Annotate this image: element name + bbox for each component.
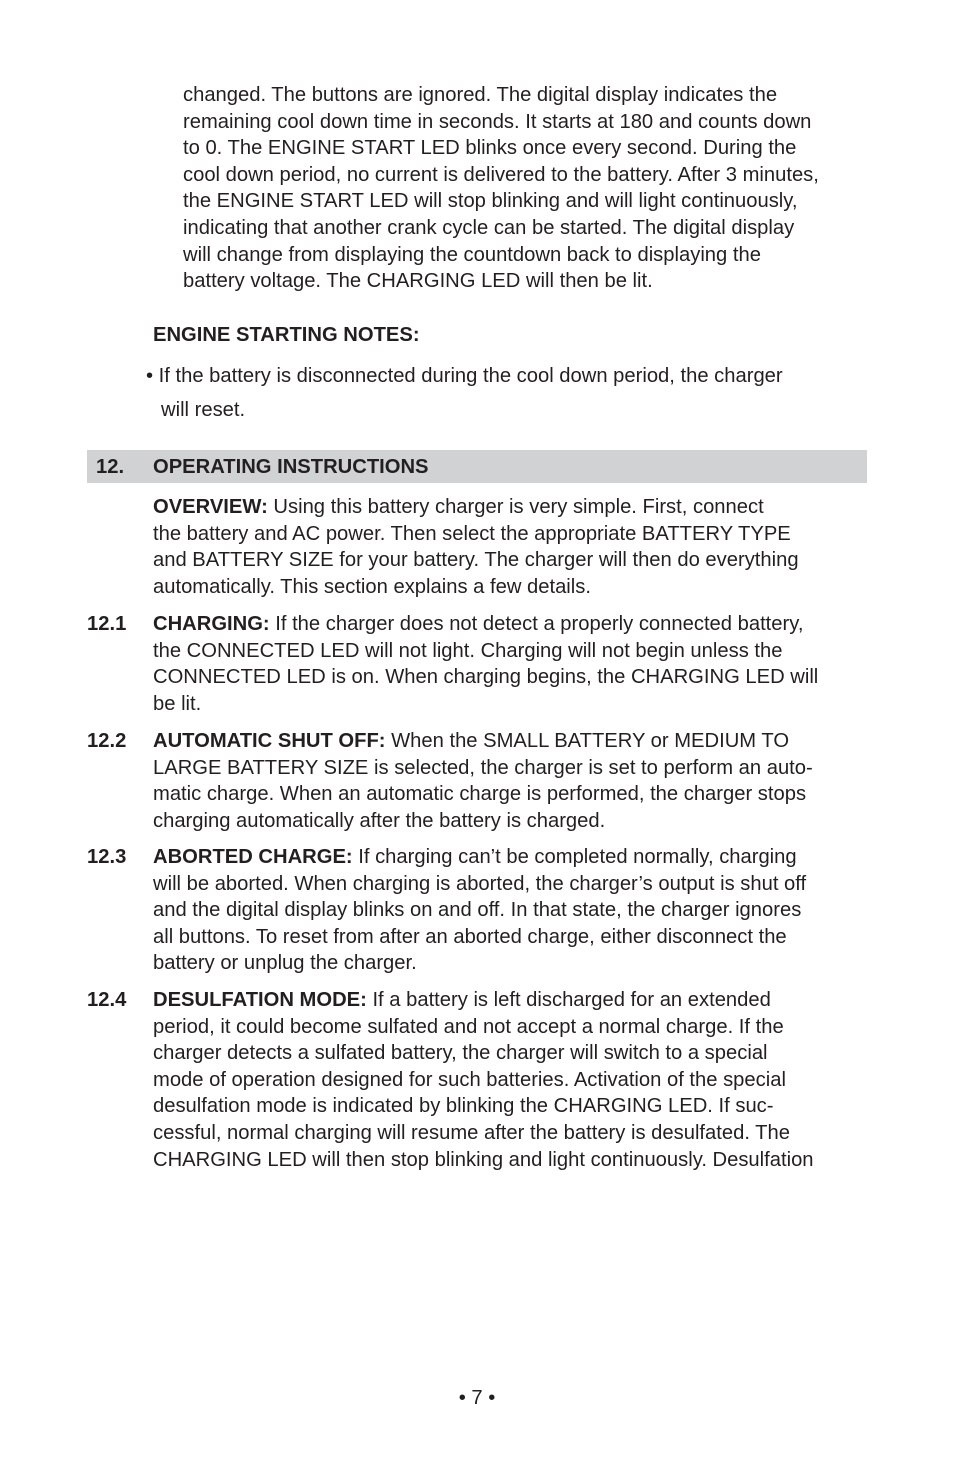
item-line-text: If a battery is left discharged for an extended xyxy=(366,989,771,1011)
item-lead: DESULFATION MODE: xyxy=(153,989,367,1011)
paragraph-line: the CONNECTED LED will not light. Charging will not begin unless the xyxy=(153,639,783,662)
item-line-text: When the SMALL BATTERY or MEDIUM TO xyxy=(385,730,790,752)
item-number: 12.4 xyxy=(87,989,127,1011)
item-number: 12.2 xyxy=(87,730,127,752)
paragraph-line xyxy=(153,494,873,521)
section-title: OPERATING INSTRUCTIONS xyxy=(153,456,429,478)
paragraph-line xyxy=(153,728,873,755)
item-line-text: If charging can’t be completed normally, charging xyxy=(352,846,797,868)
overview-paragraph xyxy=(153,494,873,600)
paragraph-line: the battery and AC power. Then select the appropriate BATTERY TYPE xyxy=(153,522,791,545)
overview-line-text: Using this battery charger is very simple. First, connect xyxy=(267,496,764,518)
paragraph-line: all buttons. To reset from after an aborted charge, either disconnect the xyxy=(153,925,787,948)
paragraph-line: period, it could become sulfated and not accept a normal charge. If the xyxy=(153,1015,784,1038)
page-number: • 7 • xyxy=(458,1387,496,1409)
bullet-line: will reset. xyxy=(161,399,246,421)
paragraph-line: and the digital display blinks on and off. In that state, the charger ignores xyxy=(153,899,802,922)
charging-paragraph xyxy=(153,611,873,717)
paragraph-line: indicating that another crank cycle can be started. The digital display xyxy=(183,216,795,239)
engine-starting-notes-heading: ENGINE STARTING NOTES: xyxy=(153,324,420,346)
paragraph-line: will be aborted. When charging is aborted, the charger’s output is shut off xyxy=(153,872,807,895)
paragraph-line: to 0. The ENGINE START LED blinks once every second. During the xyxy=(183,137,797,160)
paragraph-line: mode of operation designed for such batteries. Activation of the special xyxy=(153,1068,786,1091)
paragraph-line: cool down period, no current is delivered to the battery. After 3 minutes, xyxy=(183,163,819,186)
section-header-bar xyxy=(87,450,867,483)
paragraph-line: changed. The buttons are ignored. The digital display indicates the xyxy=(183,84,778,106)
item-lead: ABORTED CHARGE: xyxy=(153,846,353,868)
paragraph-line: matic charge. When an automatic charge is performed, the charger stops xyxy=(153,783,807,806)
paragraph-line xyxy=(153,987,873,1014)
bullet-line: • If the battery is disconnected during the cool down period, the charger xyxy=(146,365,783,387)
paragraph-line: battery or unplug the charger. xyxy=(153,952,417,975)
aborted-charge-paragraph xyxy=(153,844,873,977)
paragraph-line: the ENGINE START LED will stop blinking and will light continuously, xyxy=(183,190,798,213)
item-number: 12.3 xyxy=(87,846,127,868)
engine-start-continued-paragraph xyxy=(183,82,883,295)
paragraph-line: charging automatically after the battery is charged. xyxy=(153,809,606,832)
paragraph-line xyxy=(153,611,873,638)
paragraph-line: battery voltage. The CHARGING LED will then be lit. xyxy=(183,270,653,293)
overview-lead: OVERVIEW: xyxy=(153,496,268,518)
section-number: 12. xyxy=(96,456,125,478)
paragraph-line: and BATTERY SIZE for your battery. The charger will then do everything xyxy=(153,549,799,572)
item-number: 12.1 xyxy=(87,613,127,635)
paragraph-line xyxy=(153,844,873,871)
paragraph-line: charger detects a sulfated battery, the charger will switch to a special xyxy=(153,1042,768,1065)
paragraph-line: be lit. xyxy=(153,692,202,715)
paragraph-line: will change from displaying the countdown back to displaying the xyxy=(183,243,761,266)
item-lead: AUTOMATIC SHUT OFF: xyxy=(153,730,386,752)
paragraph-line: CHARGING LED will then stop blinking and light continuously. Desulfation xyxy=(153,1148,814,1171)
paragraph-line: cessful, normal charging will resume after the battery is desulfated. The xyxy=(153,1121,790,1144)
paragraph-line: remaining cool down time in seconds. It starts at 180 and counts down xyxy=(183,110,812,133)
desulfation-mode-paragraph xyxy=(153,987,873,1173)
automatic-shut-off-paragraph xyxy=(153,728,873,834)
item-line-text: If the charger does not detect a properly connected battery, xyxy=(269,613,804,635)
paragraph-line: automatically. This section explains a few details. xyxy=(153,575,591,598)
item-lead: CHARGING: xyxy=(153,613,270,635)
paragraph-line: CONNECTED LED is on. When charging begins, the CHARGING LED will xyxy=(153,666,819,689)
paragraph-line: LARGE BATTERY SIZE is selected, the charger is set to perform an auto- xyxy=(153,756,813,779)
paragraph-line: desulfation mode is indicated by blinking the CHARGING LED. If suc- xyxy=(153,1095,774,1118)
notes-bullet-item xyxy=(146,359,886,427)
